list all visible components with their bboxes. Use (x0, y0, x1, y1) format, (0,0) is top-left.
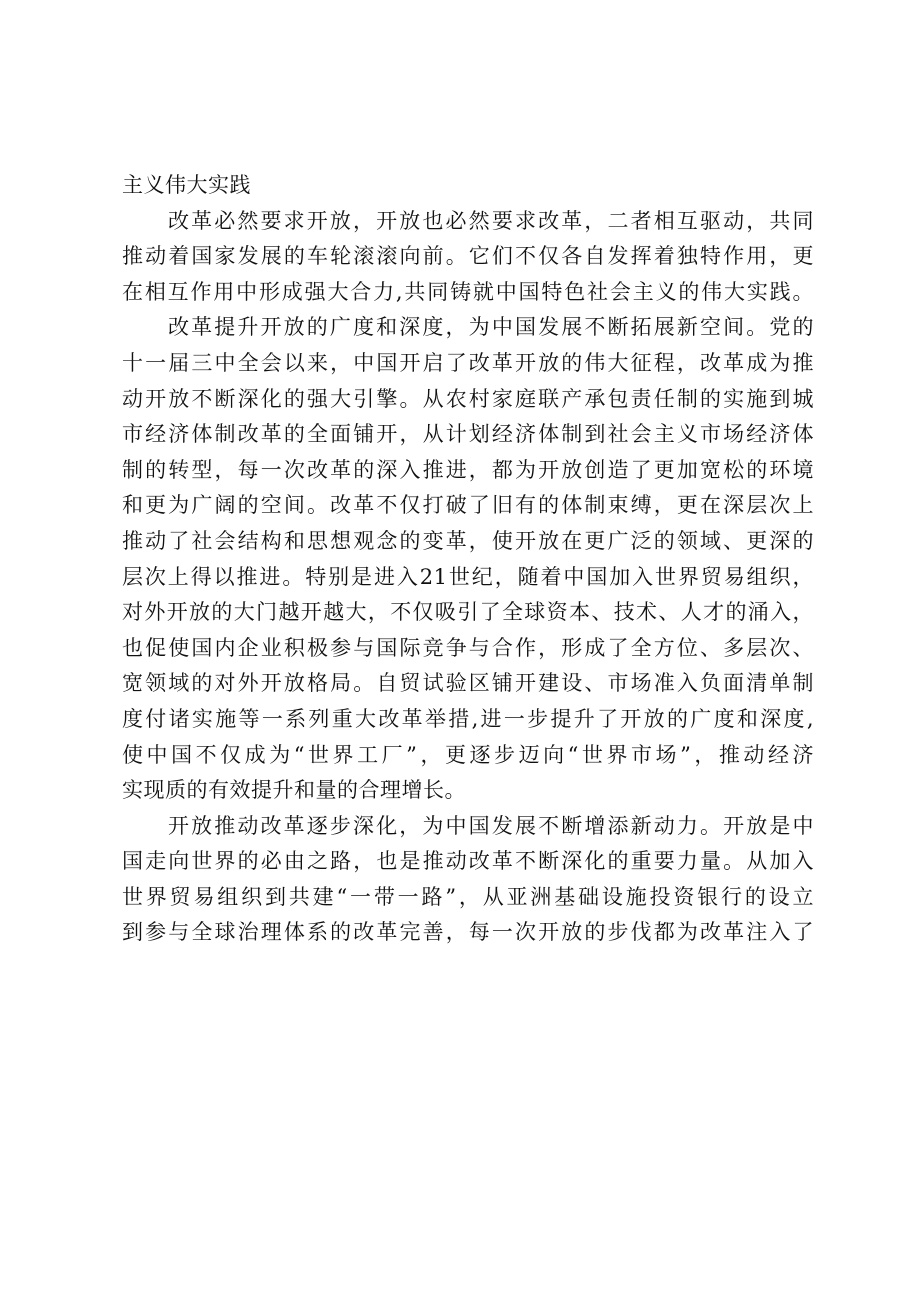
text-line: 市经济体制改革的全面铺开，从计划经济体制到社会主义市场经济体 (122, 422, 814, 447)
text-line: 度付诸实施等一系列重大改革举措,进一步提升了开放的广度和深度, (122, 706, 814, 731)
text-line: 动开放不断深化的强大引擎。从农村家庭联产承包责任制的实施到城 (122, 386, 814, 411)
document-page (122, 168, 814, 951)
paragraph-4 (122, 809, 814, 951)
text-line: 国走向世界的必由之路，也是推动改革不断深化的重要力量。从加入 (122, 849, 814, 874)
text-line: 推动着国家发展的车轮滚滚向前。它们不仅各自发挥着独特作用，更 (122, 244, 814, 269)
paragraph-3 (122, 310, 814, 808)
text-line: 对外开放的大门越开越大，不仅吸引了全球资本、技术、人才的涌入， (122, 600, 814, 625)
text-line: 世界贸易组织到共建“一带一路”，从亚洲基础设施投资银行的设立 (122, 884, 814, 909)
text-line: 改革提升开放的广度和深度，为中国发展不断拓展新空间。党的 (168, 315, 814, 340)
text-line: 在相互作用中形成强大合力,共同铸就中国特色社会主义的伟大实践。 (122, 279, 814, 304)
text-line: 宽领域的对外开放格局。自贸试验区铺开建设、市场准入负面清单制 (122, 671, 814, 696)
paragraph-2 (122, 204, 814, 311)
text-line: 制的转型，每一次改革的深入推进，都为开放创造了更加宽松的环境 (122, 457, 814, 482)
text-line: 实现质的有效提升和量的合理增长。 (122, 778, 466, 803)
text-line: 推动了社会结构和思想观念的变革，使开放在更广泛的领域、更深的 (122, 528, 814, 553)
text-line: 层次上得以推进。特别是进入21世纪，随着中国加入世界贸易组织， (122, 564, 814, 589)
text-line: 开放推动改革逐步深化，为中国发展不断增添新动力。开放是中 (168, 813, 814, 838)
text-line: 十一届三中全会以来，中国开启了改革开放的伟大征程，改革成为推 (122, 350, 814, 375)
text-line: 到参与全球治理体系的改革完善，每一次开放的步伐都为改革注入了 (122, 920, 814, 945)
text-line: 改革必然要求开放，开放也必然要求改革，二者相互驱动，共同 (168, 208, 814, 233)
text-line: 主义伟大实践 (122, 173, 251, 197)
text-line: 和更为广阔的空间。改革不仅打破了旧有的体制束缚，更在深层次上 (122, 493, 814, 518)
paragraph-1 (122, 168, 814, 204)
text-line: 使中国不仅成为“世界工厂”，更逐步迈向“世界市场”，推动经济 (122, 742, 814, 767)
text-line: 也促使国内企业积极参与国际竞争与合作，形成了全方位、多层次、 (122, 635, 814, 660)
